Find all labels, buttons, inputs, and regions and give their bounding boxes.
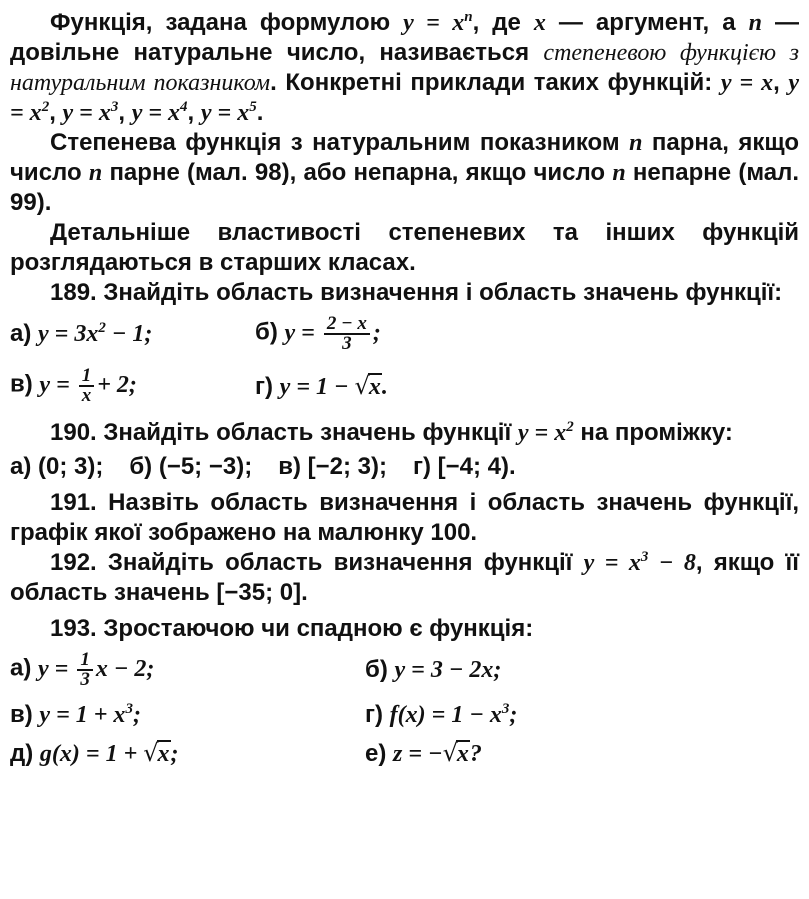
item-label: д) [10,739,34,767]
formula [390,702,518,728]
exercise-193-prompt [10,614,799,644]
exponent: 3 [125,701,133,717]
formula: y = x [62,100,111,126]
exponent: 2 [41,99,50,115]
defined-term: степеневою функцією з натуральним показником [10,40,799,96]
var-n: n [748,10,762,36]
formula [584,550,696,576]
exercise-193-b [365,655,501,685]
exercise-189-a [10,319,255,349]
formula: y = x [403,10,465,36]
formula-part: y = 1 + x [39,702,126,728]
text: парна, якщо число [10,129,799,186]
exercise-189-v [10,367,255,405]
formula-part: ? [469,740,482,767]
formula-part: ; [170,740,179,767]
formula-part: z = − [393,740,443,767]
formula-part: ; [509,702,518,728]
radicand: x [456,740,469,767]
exercise-189-prompt [10,278,799,308]
formula [38,321,152,347]
exercise-190-prompt [10,418,799,448]
exercise-193-row-1 [10,644,799,696]
radical-sign: √ [143,738,159,767]
var-n: n [629,130,643,156]
exponent: 3 [501,701,510,717]
exponent: 3 [640,549,649,565]
radical-sign: √ [354,371,370,400]
formula: y = x [10,70,800,126]
fraction [77,651,93,689]
exponent: 2 [566,419,574,435]
radicand: x [157,740,170,767]
exercise-192-prompt [10,548,799,608]
text: — аргумент, а [545,9,749,36]
formula-part: g(x) = 1 + [39,740,144,767]
formula [284,313,381,354]
formula: y = x [131,100,181,126]
formula: y = x [720,70,774,96]
formula-part: y = [39,371,76,398]
formula-part: . [381,373,388,400]
exercise-number: 189. [50,279,97,306]
fraction [324,315,370,353]
exercise-text: Зростаючою чи спадною є функція: [96,615,534,642]
exercise-text: , якщо її область значень [−35; 0]. [10,549,799,606]
formula: y = 3 − 2x; [394,657,502,683]
exponent: 5 [249,99,257,115]
formula [279,371,388,400]
item-label: г) [365,701,383,728]
intro-paragraph-1: Функція, задана формулою $y = x^n$, де x — аргумент, а n — довільне натуральне число, називається степеневою функцією з натуральним показником. Конкретні приклади таких функцій: y = x, $y = x^2$, $y = x^3$, $y = x^4$, $y = x^5$. [10,9,800,126]
exponent: 2 [98,320,106,336]
exponent: 4 [180,99,188,115]
exercise-text: Назвіть область визначення і область значень функції, графік якої зображено на малюнку 100. [10,489,799,546]
item-label: г) [255,372,273,400]
formula-part: y = 3x [38,321,99,347]
exercise-number: 192. [50,549,97,576]
text: Степенева функція з натуральним показником [50,129,630,156]
exercise-number: 193. [50,615,97,642]
var-x: x [533,10,546,36]
item-label: в) [10,370,33,398]
text: парне (мал. 98), або непарна, якщо число [102,159,613,186]
formula-power [403,10,472,36]
text: . Конкретні приклади таких функцій: [270,69,721,96]
exercise-189-row-2 [10,360,799,412]
exercise-193-row-2 [10,696,799,734]
exercise-text: Знайдіть область значень функції [96,419,518,446]
formula-part: y = 1 − [279,373,355,400]
exponent: 3 [110,99,119,115]
exercise-number: 190. [50,419,97,446]
formula-part: f(x) = 1 − x [389,702,502,728]
formula-part: y = [284,319,321,346]
exercise-193-d [10,738,365,769]
exercise-189-row-1 [10,308,799,360]
text: — довільне натуральне число, називається [10,9,799,66]
formula [518,420,574,446]
item-label: б) [255,318,278,346]
formula-part: y = [38,655,75,682]
example-1 [721,70,773,96]
exercise-190-options [10,452,799,482]
formula-part: − 1; [105,321,153,347]
exercise-191-prompt [10,488,799,548]
exercise-190-b: б) (−5; −3); [129,453,253,480]
radicand: x [368,373,381,400]
item-label: а) [10,654,32,682]
formula-part: + 2; [97,371,137,398]
exercise-number: 191. [50,489,97,516]
exercise-190-a: а) (0; 3); [10,453,104,480]
exercise-189-b [255,315,575,353]
exercise-193-e [365,738,482,769]
example-5 [201,100,257,126]
text: Функція, задана формулою [50,9,404,36]
item-label: е) [365,739,387,767]
formula [39,738,179,767]
exercise-text: Знайдіть область визначення і область значень функції: [96,279,783,306]
exercise-193-g [365,700,517,730]
denominator: x [81,385,92,406]
var-n: n [612,160,626,186]
exercise-190-g: г) [−4; 4). [412,453,516,480]
denominator: 3 [80,669,90,690]
example-4 [132,100,188,126]
exponent: n [464,9,473,25]
exercise-193-v [10,700,365,730]
numerator: 2 − x [324,315,370,335]
numerator: 1 [79,367,95,387]
intro-paragraph-2 [10,128,799,218]
formula-part: y = x [583,550,641,576]
exercise-190-v: в) [−2; 3); [278,453,387,480]
formula-part: ; [372,319,381,346]
exercise-189-g [255,371,575,402]
formula [393,738,482,767]
intro-paragraph-3: Детальніше властивості степеневих та інших функцій розглядаються в старших класах. [10,219,799,276]
formula [39,702,141,728]
formula-part: − 8 [648,550,696,576]
denominator: 3 [342,333,352,354]
formula: y = x [200,100,250,126]
formula [39,365,137,406]
formula-part: x − 2; [95,655,155,682]
exercise-193-a [10,651,365,689]
numerator: 1 [77,651,93,671]
exercise-193-row-3 [10,734,799,772]
formula-part: ; [132,702,141,728]
item-label: а) [10,320,32,347]
formula-part: y = x [517,420,567,446]
item-label: в) [10,701,33,728]
example-3 [63,100,119,126]
formula [38,649,155,690]
text: непарне (мал. 99). [10,159,800,216]
exercise-text: на проміжку: [573,419,733,446]
exercise-text: Знайдіть область визначення функції [96,549,584,576]
var-n: n [88,160,103,186]
item-label: б) [365,656,388,683]
text: , де [472,9,534,36]
radical-sign: √ [442,738,458,767]
fraction [79,367,95,405]
